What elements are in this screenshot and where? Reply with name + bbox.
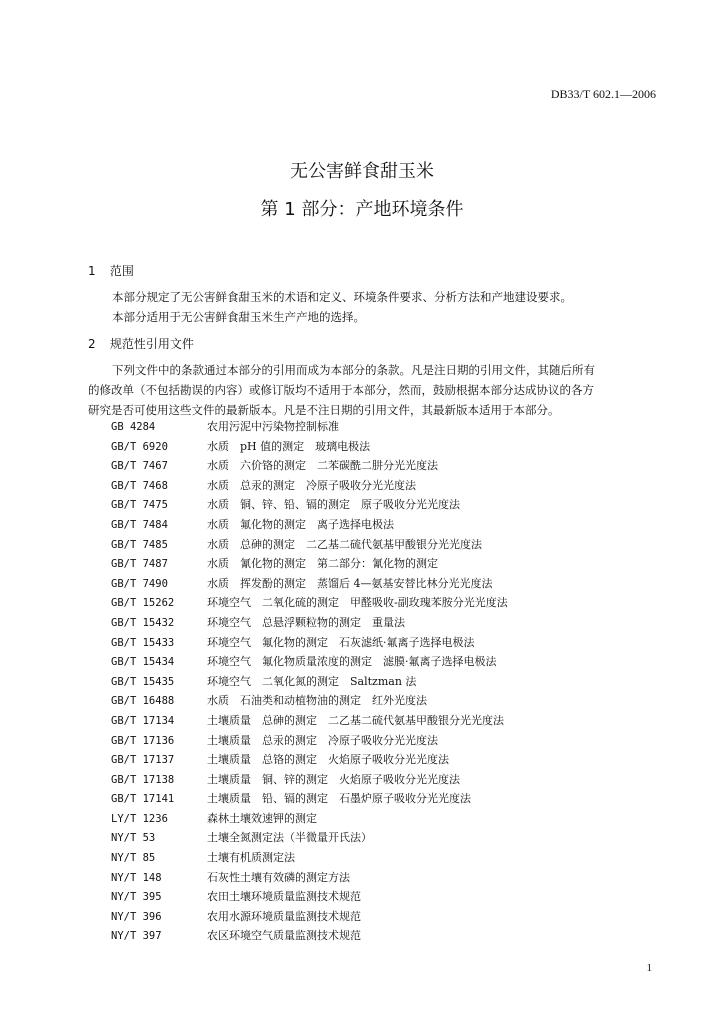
reference-item (111, 613, 671, 633)
reference-item (111, 495, 671, 515)
reference-title: 水质 总砷的测定 二乙基二硫代氨基甲酸银分光光度法 (207, 537, 482, 551)
reference-code: GB/T 17134 (111, 714, 175, 727)
reference-item (111, 672, 671, 692)
reference-title: 土壤质量 总汞的测定 冷原子吸收分光光度法 (207, 733, 438, 747)
reference-item (111, 574, 671, 594)
reference-code: GB/T 16488 (111, 695, 175, 708)
reference-title: 水质 铜、锌、铅、镉的测定 原子吸收分光光度法 (207, 498, 460, 512)
reference-list (111, 417, 671, 946)
reference-title: 农田土壤环境质量监测技术规范 (207, 890, 361, 904)
reference-title: 水质 总汞的测定 冷原子吸收分光光度法 (207, 478, 416, 492)
section-2-intro (88, 360, 664, 420)
reference-code: NY/T 396 (111, 910, 162, 923)
reference-item (111, 926, 671, 946)
section-1-body (88, 287, 664, 327)
reference-code: GB/T 17138 (111, 773, 175, 786)
reference-code: GB/T 15434 (111, 656, 175, 669)
reference-item (111, 691, 671, 711)
reference-title: 环境空气 氟化物的测定 石灰滤纸·氟离子选择电极法 (207, 635, 475, 649)
page-number: 1 (646, 962, 652, 974)
reference-code: GB/T 15435 (111, 675, 175, 688)
reference-title: 农用污泥中污染物控制标准 (207, 420, 339, 433)
reference-code: GB 4284 (111, 421, 156, 433)
reference-item (111, 535, 671, 555)
reference-code: LY/T 1236 (111, 812, 168, 825)
reference-title: 水质 石油类和动植物油的测定 红外光度法 (207, 694, 427, 708)
reference-item (111, 476, 671, 496)
reference-title: 土壤质量 总铬的测定 火焰原子吸收分光光度法 (207, 753, 449, 767)
reference-title: 石灰性土壤有效磷的测定方法 (207, 870, 350, 884)
reference-item (111, 907, 671, 927)
reference-code: GB/T 7485 (111, 538, 168, 551)
section-title: 规范性引用文件 (109, 337, 194, 351)
reference-title: 水质 pH 值的测定 玻璃电极法 (207, 439, 371, 453)
section-1-heading (88, 262, 134, 279)
reference-title: 水质 挥发酚的测定 蒸馏后 4—氨基安替比林分光光度法 (207, 576, 493, 590)
reference-title: 环境空气 二氧化硫的测定 甲醛吸收-副玫瑰苯胺分光光度法 (207, 596, 508, 610)
reference-item (111, 554, 671, 574)
reference-item (111, 750, 671, 770)
paragraph: 本部分适用于无公害鲜食甜玉米生产产地的选择。 (112, 310, 365, 324)
reference-item (111, 770, 671, 790)
section-title: 范围 (109, 264, 134, 278)
reference-item (111, 887, 671, 907)
reference-item (111, 652, 671, 672)
reference-code: NY/T 395 (111, 891, 162, 904)
reference-item (111, 828, 671, 848)
section-number: 1 (88, 264, 96, 278)
paragraph-line: 的修改单（不包括勘误的内容）或修订版均不适用于本部分，然而，鼓励根据本部分达成协议的各方 (88, 383, 594, 397)
reference-code: NY/T 53 (111, 832, 156, 845)
paragraph-line: 下列文件中的条款通过本部分的引用而成为本部分的条款。凡是注日期的引用文件，其随后所有 (112, 363, 595, 377)
reference-title: 水质 氰化物的测定 第二部分：氰化物的测定 (207, 557, 438, 571)
reference-code: NY/T 85 (111, 852, 156, 865)
reference-title: 农区环境空气质量监测技术规范 (207, 929, 361, 943)
reference-code: GB/T 15432 (111, 616, 175, 629)
reference-item (111, 437, 671, 457)
reference-title: 水质 氟化物的测定 离子选择电极法 (207, 517, 394, 531)
reference-item (111, 417, 671, 437)
reference-code: GB/T 7484 (111, 518, 168, 531)
reference-item (111, 789, 671, 809)
reference-item (111, 456, 671, 476)
paragraph-line: 研究是否可使用这些文件的最新版本。凡是不注日期的引用文件，其最新版本适用于本部分。 (88, 403, 560, 417)
reference-title: 土壤质量 总砷的测定 二乙基二硫代氨基甲酸银分光光度法 (207, 713, 504, 727)
document-title: 无公害鲜食甜玉米 (290, 161, 434, 182)
reference-title: 土壤全氮测定法（半微量开氏法） (207, 831, 372, 845)
reference-code: GB/T 15262 (111, 597, 175, 610)
reference-code: GB/T 7490 (111, 577, 168, 590)
reference-code: GB/T 6920 (111, 440, 168, 453)
reference-code: GB/T 7467 (111, 460, 168, 473)
reference-code: NY/T 397 (111, 930, 162, 943)
document-code: DB33/T 602.1—2006 (550, 87, 656, 101)
reference-item (111, 848, 671, 868)
reference-title: 环境空气 二氧化氮的测定 Saltzman 法 (207, 674, 417, 688)
reference-title: 环境空气 氟化物质量浓度的测定 滤膜·氟离子选择电极法 (207, 655, 497, 669)
reference-item (111, 593, 671, 613)
reference-item (111, 633, 671, 653)
reference-code: GB/T 15433 (111, 636, 175, 649)
reference-code: GB/T 17141 (111, 793, 175, 806)
section-2-heading (88, 335, 194, 352)
reference-title: 环境空气 总悬浮颗粒物的测定 重量法 (207, 615, 405, 629)
reference-title: 土壤质量 铜、锌的测定 火焰原子吸收分光光度法 (207, 772, 460, 786)
reference-title: 森林土壤效速钾的测定 (207, 811, 317, 825)
reference-item (111, 731, 671, 751)
section-number: 2 (88, 337, 96, 351)
reference-item (111, 711, 671, 731)
reference-title: 水质 六价铬的测定 二苯碳酰二肼分光光度法 (207, 459, 438, 473)
reference-title: 农用水源环境质量监测技术规范 (207, 909, 361, 923)
reference-item (111, 809, 671, 829)
reference-code: NY/T 148 (111, 871, 162, 884)
reference-code: GB/T 7475 (111, 499, 168, 512)
reference-code: GB/T 17136 (111, 734, 175, 747)
paragraph: 本部分规定了无公害鲜食甜玉米的术语和定义、环境条件要求、分析方法和产地建设要求。 (112, 290, 572, 304)
reference-code: GB/T 7487 (111, 558, 168, 571)
reference-code: GB/T 17137 (111, 754, 175, 767)
reference-title: 土壤质量 铅、镉的测定 石墨炉原子吸收分光光度法 (207, 792, 471, 806)
document-part-title: 第 1 部分：产地环境条件 (260, 199, 464, 220)
reference-item (111, 515, 671, 535)
reference-item (111, 868, 671, 888)
reference-title: 土壤有机质测定法 (207, 851, 295, 865)
reference-code: GB/T 7468 (111, 479, 168, 492)
